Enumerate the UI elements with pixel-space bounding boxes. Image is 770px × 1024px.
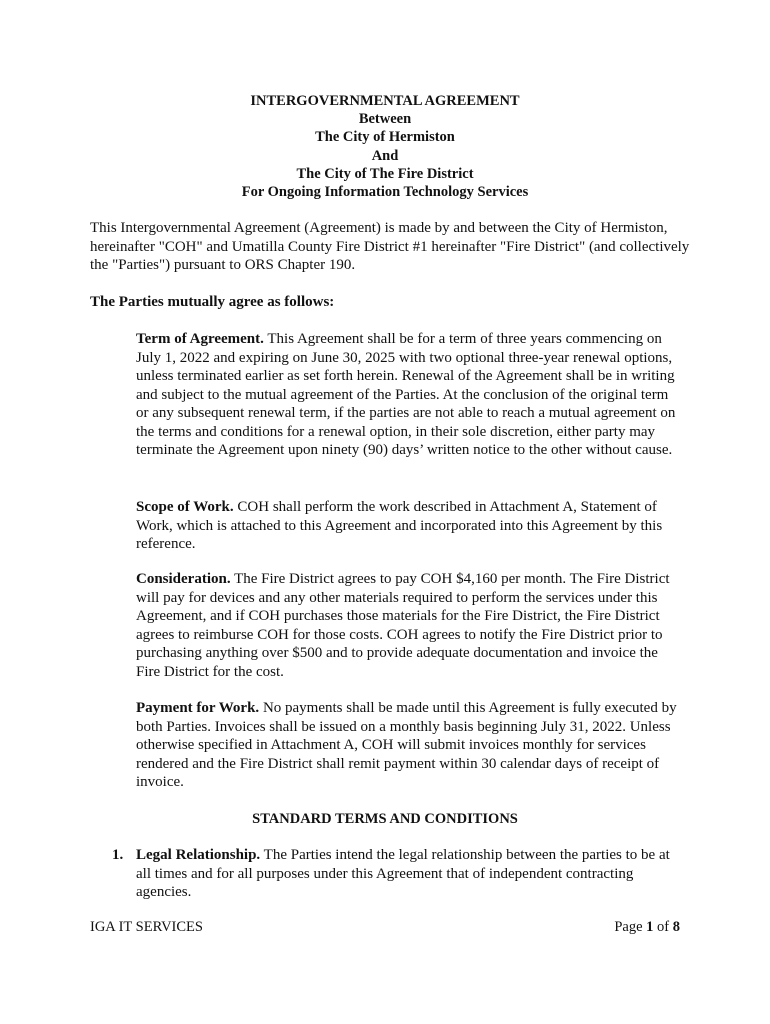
section-text: This Agreement shall be for a term of three years commencing on July 1, 2022 and expiring on June 30, 2025 with two optional three-year renewal options, unless terminated earlier as set forth herein. Renewal of the Agreement shall be in writing and subject to the mutual agreement of the Parties. At the conclusion of the original term or any subsequent renewal term, if the parties are not able to reach a mutual agreement on the terms and conditions for a renewal option, in their sole discretion, either party may terminate the Agreement upon ninety (90) days’ written notice to the other without cause. (136, 331, 676, 458)
item-heading: Legal Relationship. (136, 847, 261, 863)
section-heading: Payment for Work. (136, 700, 260, 716)
section-text: The Fire District agrees to pay COH $4,160 per month. The Fire District will pay for devices and any other materials required to perform the services under this Agreement, and if COH purchases those materials for the Fire District, the Fire District agrees to reimburse COH for those costs. COH agrees to notify the Fire District prior to purchasing anything over $500 and to provide adequate documentation and invoice the Fire District for the cost. (136, 571, 670, 680)
footer-page-number (614, 918, 680, 937)
numbered-item-legal-relationship (112, 846, 682, 902)
document-title (0, 92, 770, 201)
section-consideration (136, 570, 681, 681)
item-text: The Parties intend the legal relationship between the parties to be at all times and for all purposes under this Agreement that of independent contracting agencies. (136, 847, 670, 900)
page-of: of (653, 919, 673, 935)
page-label: Page (614, 919, 647, 935)
title-line-6: For Ongoing Information Technology Services (241, 184, 529, 201)
title-line-2: Between (358, 111, 412, 128)
page-total: 8 (672, 919, 680, 935)
item-body (136, 846, 681, 902)
section-payment (136, 699, 681, 792)
section-term (136, 330, 681, 460)
page-current: 1 (646, 919, 654, 935)
standard-terms-heading: STANDARD TERMS AND CONDITIONS (252, 811, 518, 827)
title-line-3: The City of Hermiston (315, 129, 455, 146)
title-line-1: INTERGOVERNMENTAL AGREEMENT (250, 93, 520, 109)
item-number: 1. (112, 847, 124, 863)
section-scope (136, 498, 681, 554)
footer-document-label: IGA IT SERVICES (90, 919, 203, 935)
intro-paragraph: This Intergovernmental Agreement (Agreement) is made by and between the City of Hermiston, hereinafter "COH" and Umatilla County Fire District #1 hereinafter "Fire District" (and collectively the "Parties") pursuant to ORS Chapter 190. (90, 220, 690, 273)
section-heading: Consideration. (136, 571, 231, 587)
section-text: COH shall perform the work described in Attachment A, Statement of Work, which is attached to this Agreement and incorporated into this Agreement by this reference. (136, 499, 663, 552)
section-text: No payments shall be made until this Agreement is fully executed by both Parties. Invoices shall be issued on a monthly basis beginning July 31, 2022. Unless otherwise specified in Attachment A, COH will submit invoices monthly for services rendered and the Fire District shall remit payment within 30 calendar days of receipt of invoice. (136, 700, 677, 790)
section-heading: Term of Agreement. (136, 331, 264, 347)
title-line-4: And (371, 147, 399, 164)
title-line-5: The City of The Fire District (296, 165, 474, 182)
agree-heading: The Parties mutually agree as follows: (90, 294, 335, 310)
section-heading: Scope of Work. (136, 499, 234, 515)
